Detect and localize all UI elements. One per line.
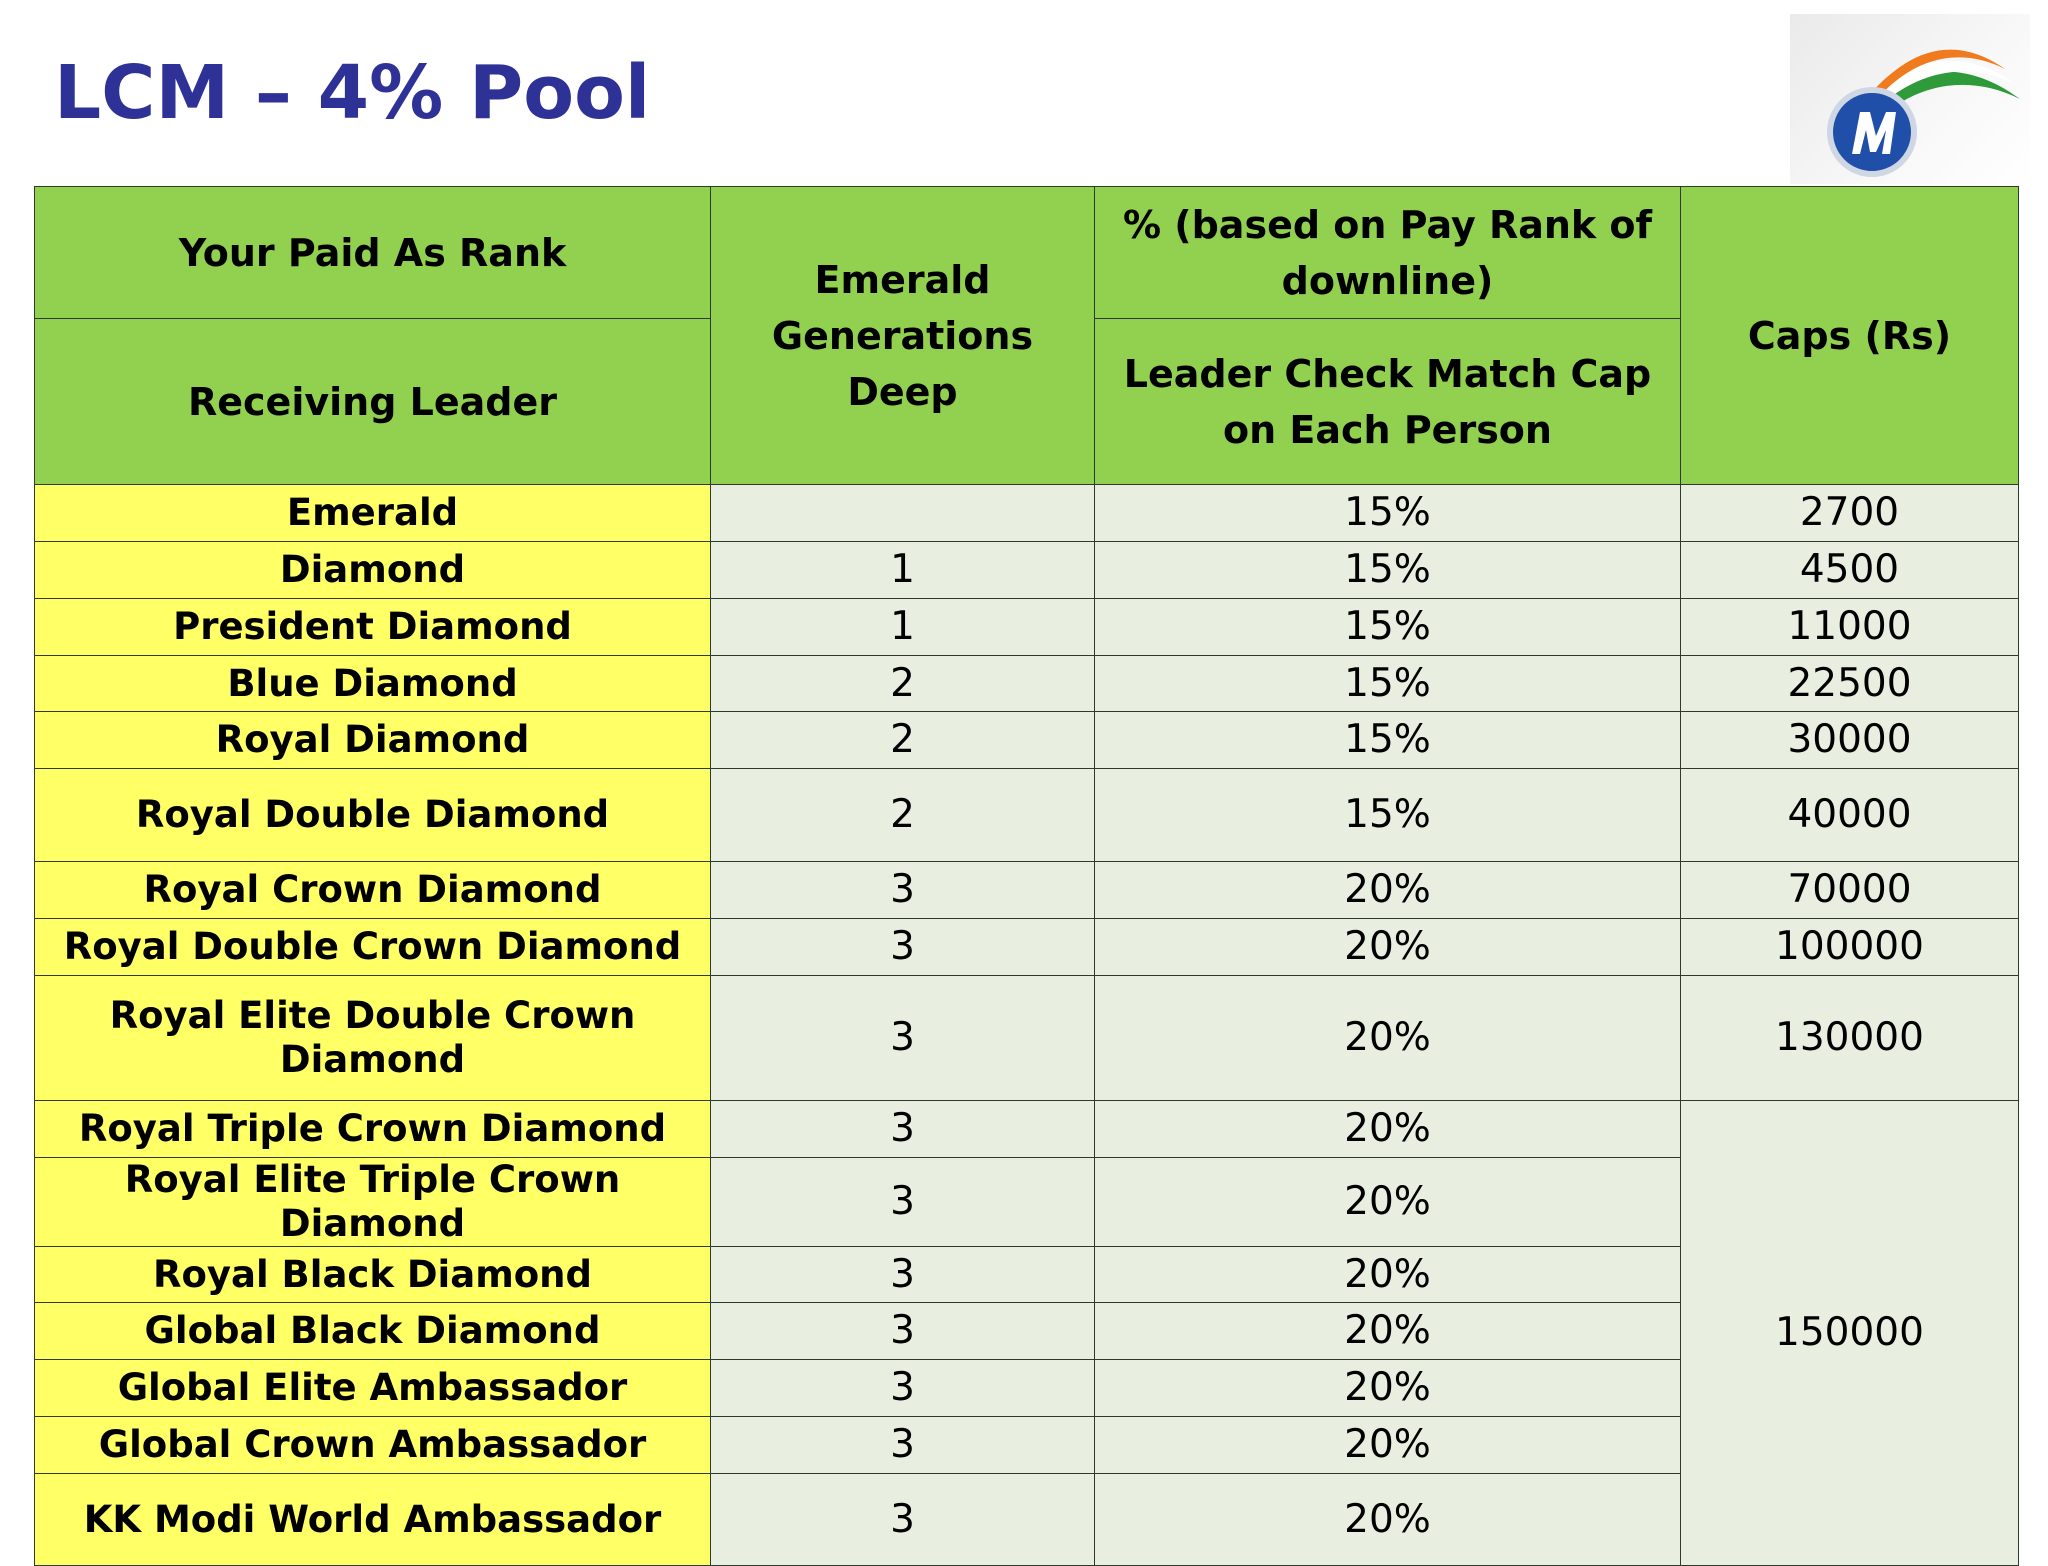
percent-cell: 15% [1095, 712, 1681, 769]
percent-cell: 20% [1095, 1158, 1681, 1247]
rank-cell: Royal Double Crown Diamond [35, 919, 711, 976]
cap-cell: 4500 [1681, 542, 2019, 599]
cap-cell: 22500 [1681, 656, 2019, 712]
header-percent: % (based on Pay Rank of downline) [1095, 187, 1681, 319]
generations-cell: 3 [711, 862, 1095, 919]
rank-cell: Royal Double Diamond [35, 769, 711, 862]
percent-cell: 15% [1095, 485, 1681, 542]
cap-cell: 130000 [1681, 976, 2019, 1101]
page-title: LCM – 4% Pool [54, 50, 651, 136]
rank-cell: Global Crown Ambassador [35, 1417, 711, 1474]
generations-cell: 3 [711, 1247, 1095, 1303]
percent-cell: 20% [1095, 1360, 1681, 1417]
table-row [35, 862, 2019, 919]
generations-cell: 3 [711, 1158, 1095, 1247]
generations-cell: 2 [711, 656, 1095, 712]
percent-cell: 20% [1095, 1101, 1681, 1158]
percent-cell: 20% [1095, 919, 1681, 976]
percent-cell: 15% [1095, 656, 1681, 712]
generations-cell: 3 [711, 1474, 1095, 1566]
cap-cell: 40000 [1681, 769, 2019, 862]
percent-cell: 20% [1095, 976, 1681, 1101]
cap-cell: 2700 [1681, 485, 2019, 542]
table-row [35, 485, 2019, 542]
percent-cell: 20% [1095, 1474, 1681, 1566]
generations-cell [711, 485, 1095, 542]
lcm-pool-table [34, 186, 2019, 1566]
rank-cell: Global Elite Ambassador [35, 1360, 711, 1417]
table-row [35, 712, 2019, 769]
rank-cell: Emerald [35, 485, 711, 542]
generations-cell: 3 [711, 919, 1095, 976]
rank-cell: Royal Crown Diamond [35, 862, 711, 919]
table-row [35, 656, 2019, 712]
generations-cell: 1 [711, 542, 1095, 599]
rank-cell: Diamond [35, 542, 711, 599]
generations-cell: 1 [711, 599, 1095, 656]
generations-cell: 3 [711, 976, 1095, 1101]
percent-cell: 15% [1095, 599, 1681, 656]
percent-cell: 20% [1095, 1303, 1681, 1360]
rank-cell: KK Modi World Ambassador [35, 1474, 711, 1566]
generations-cell: 3 [711, 1303, 1095, 1360]
header-generations: Emerald Generations Deep [711, 187, 1095, 485]
header-receiving-leader: Receiving Leader [35, 319, 711, 485]
percent-cell: 15% [1095, 542, 1681, 599]
percent-cell: 20% [1095, 862, 1681, 919]
percent-cell: 20% [1095, 1417, 1681, 1474]
table-row [35, 976, 2019, 1101]
rank-cell: Royal Black Diamond [35, 1247, 711, 1303]
generations-cell: 3 [711, 1101, 1095, 1158]
rank-cell: Blue Diamond [35, 656, 711, 712]
rank-cell: Royal Elite Triple Crown Diamond [35, 1158, 711, 1247]
header-caps: Caps (Rs) [1681, 187, 2019, 485]
percent-cell: 20% [1095, 1247, 1681, 1303]
company-logo-icon [1790, 14, 2030, 184]
rank-cell: Royal Elite Double Crown Diamond [35, 976, 711, 1101]
generations-cell: 3 [711, 1360, 1095, 1417]
generations-cell: 2 [711, 712, 1095, 769]
table-row [35, 1101, 2019, 1158]
header-paid-as-rank: Your Paid As Rank [35, 187, 711, 319]
generations-cell: 3 [711, 1417, 1095, 1474]
table-row [35, 542, 2019, 599]
cap-cell: 30000 [1681, 712, 2019, 769]
table-row [35, 599, 2019, 656]
table-row [35, 769, 2019, 862]
rank-cell: Royal Triple Crown Diamond [35, 1101, 711, 1158]
cap-cell: 11000 [1681, 599, 2019, 656]
rank-cell: President Diamond [35, 599, 711, 656]
header-leader-check: Leader Check Match Cap on Each Person [1095, 319, 1681, 485]
generations-cell: 2 [711, 769, 1095, 862]
cap-cell: 70000 [1681, 862, 2019, 919]
rank-cell: Global Black Diamond [35, 1303, 711, 1360]
shared-cap-cell: 150000 [1681, 1101, 2019, 1566]
rank-cell: Royal Diamond [35, 712, 711, 769]
table-row [35, 919, 2019, 976]
cap-cell: 100000 [1681, 919, 2019, 976]
percent-cell: 15% [1095, 769, 1681, 862]
